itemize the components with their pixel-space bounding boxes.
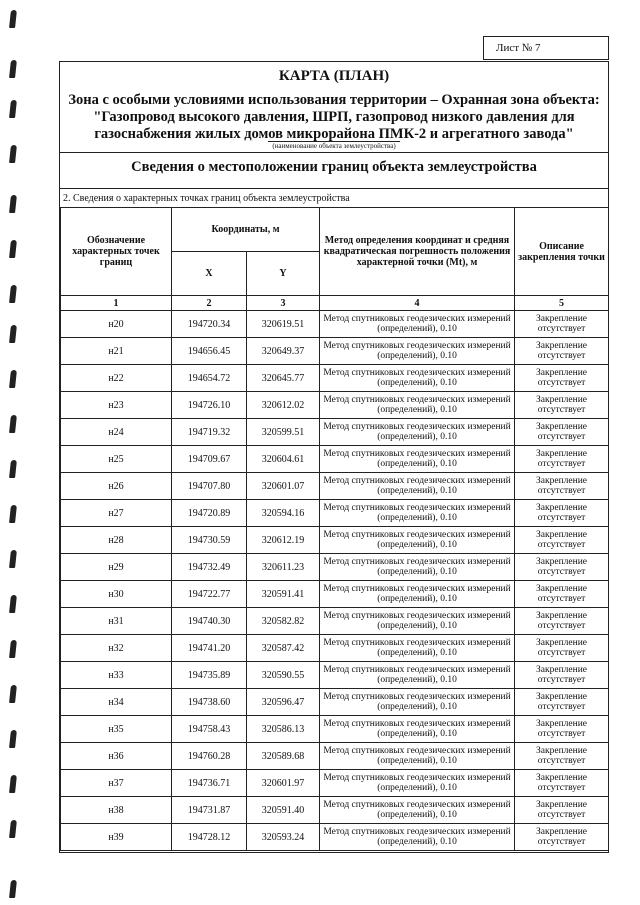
fix-cell: Закрепление отсутствует (515, 581, 609, 608)
table-row (61, 716, 609, 743)
table-row (61, 473, 609, 500)
point-cell: н39 (61, 824, 172, 851)
method-cell: Метод спутниковых геодезических измерений (определений), 0.10 (320, 608, 515, 635)
x-cell: 194709.67 (172, 446, 247, 473)
fix-cell: Закрепление отсутствует (515, 797, 609, 824)
object-caption-text: (наименование объекта землеустройства) (268, 141, 399, 150)
x-cell: 194654.72 (172, 365, 247, 392)
binding-hole (9, 595, 17, 613)
zone-description: Зона с особыми условиями использования территории – Охранная зона объекта: "Газопровод высокого давления, ШРП, газопровод низкого давления для газоснабжения жилых домов микрорайона ПМК-2 и агрегатного завода" (68, 92, 600, 142)
y-cell: 320587.42 (247, 635, 320, 662)
binding-hole (9, 550, 17, 568)
header-y: Y (247, 252, 320, 296)
binding-hole (9, 10, 17, 28)
y-cell: 320601.07 (247, 473, 320, 500)
x-cell: 194741.20 (172, 635, 247, 662)
column-number: 3 (247, 296, 320, 311)
point-cell: н28 (61, 527, 172, 554)
table-body (61, 311, 609, 851)
binding-hole (9, 285, 17, 303)
binding-hole (9, 880, 17, 898)
y-cell: 320649.37 (247, 338, 320, 365)
table-row (61, 824, 609, 851)
table-row (61, 311, 609, 338)
method-cell: Метод спутниковых геодезических измерений (определений), 0.10 (320, 392, 515, 419)
binding-hole (9, 370, 17, 388)
y-cell: 320619.51 (247, 311, 320, 338)
point-cell: н24 (61, 419, 172, 446)
table-row (61, 527, 609, 554)
method-cell: Метод спутниковых геодезических измерений (определений), 0.10 (320, 770, 515, 797)
x-cell: 194740.30 (172, 608, 247, 635)
y-cell: 320590.55 (247, 662, 320, 689)
point-cell: н34 (61, 689, 172, 716)
y-cell: 320604.61 (247, 446, 320, 473)
point-cell: н20 (61, 311, 172, 338)
fix-cell: Закрепление отсутствует (515, 446, 609, 473)
point-cell: н33 (61, 662, 172, 689)
fix-cell: Закрепление отсутствует (515, 608, 609, 635)
method-cell: Метод спутниковых геодезических измерений (определений), 0.10 (320, 419, 515, 446)
fix-cell: Закрепление отсутствует (515, 392, 609, 419)
table-row (61, 581, 609, 608)
point-cell: н23 (61, 392, 172, 419)
x-cell: 194738.60 (172, 689, 247, 716)
x-cell: 194722.77 (172, 581, 247, 608)
method-cell: Метод спутниковых геодезических измерений (определений), 0.10 (320, 473, 515, 500)
method-cell: Метод спутниковых геодезических измерений (определений), 0.10 (320, 311, 515, 338)
binding-hole (9, 685, 17, 703)
method-cell: Метод спутниковых геодезических измерений (определений), 0.10 (320, 581, 515, 608)
binding-hole (9, 505, 17, 523)
table-row (61, 608, 609, 635)
binding-hole (9, 775, 17, 793)
x-cell: 194719.32 (172, 419, 247, 446)
y-cell: 320591.41 (247, 581, 320, 608)
x-cell: 194728.12 (172, 824, 247, 851)
point-cell: н31 (61, 608, 172, 635)
fix-cell: Закрепление отсутствует (515, 635, 609, 662)
y-cell: 320589.68 (247, 743, 320, 770)
x-cell: 194730.59 (172, 527, 247, 554)
column-number: 1 (61, 296, 172, 311)
x-cell: 194732.49 (172, 554, 247, 581)
x-cell: 194735.89 (172, 662, 247, 689)
x-cell: 194736.71 (172, 770, 247, 797)
fix-cell: Закрепление отсутствует (515, 419, 609, 446)
method-cell: Метод спутниковых геодезических измерений (определений), 0.10 (320, 527, 515, 554)
table-row (61, 635, 609, 662)
binding-hole (9, 145, 17, 163)
fix-cell: Закрепление отсутствует (515, 311, 609, 338)
x-cell: 194707.80 (172, 473, 247, 500)
x-cell: 194726.10 (172, 392, 247, 419)
table-row (61, 554, 609, 581)
divider (60, 152, 608, 153)
header-point: Обозначение характерных точек границ (61, 208, 172, 296)
y-cell: 320593.24 (247, 824, 320, 851)
point-cell: н35 (61, 716, 172, 743)
column-number: 2 (172, 296, 247, 311)
fix-cell: Закрепление отсутствует (515, 527, 609, 554)
binding-hole (9, 60, 17, 78)
method-cell: Метод спутниковых геодезических измерений (определений), 0.10 (320, 689, 515, 716)
table-row (61, 392, 609, 419)
fix-cell: Закрепление отсутствует (515, 365, 609, 392)
method-cell: Метод спутниковых геодезических измерений (определений), 0.10 (320, 338, 515, 365)
point-cell: н37 (61, 770, 172, 797)
column-number: 4 (320, 296, 515, 311)
method-cell: Метод спутниковых геодезических измерений (определений), 0.10 (320, 743, 515, 770)
header-coords: Координаты, м (172, 208, 320, 252)
point-cell: н21 (61, 338, 172, 365)
binding-hole (9, 640, 17, 658)
point-cell: н36 (61, 743, 172, 770)
binding-holes (6, 0, 20, 905)
method-cell: Метод спутниковых геодезических измерений (определений), 0.10 (320, 554, 515, 581)
y-cell: 320591.40 (247, 797, 320, 824)
method-cell: Метод спутниковых геодезических измерений (определений), 0.10 (320, 824, 515, 851)
table-row (61, 662, 609, 689)
binding-hole (9, 730, 17, 748)
fix-cell: Закрепление отсутствует (515, 716, 609, 743)
fix-cell: Закрепление отсутствует (515, 689, 609, 716)
table-row (61, 338, 609, 365)
binding-hole (9, 195, 17, 213)
subsection-title: 2. Сведения о характерных точках границ объекта землеустройства (63, 193, 350, 204)
table-row (61, 770, 609, 797)
fix-cell: Закрепление отсутствует (515, 743, 609, 770)
table-row (61, 419, 609, 446)
method-cell: Метод спутниковых геодезических измерений (определений), 0.10 (320, 365, 515, 392)
x-cell: 194731.87 (172, 797, 247, 824)
object-caption (60, 142, 608, 150)
method-cell: Метод спутниковых геодезических измерений (определений), 0.10 (320, 500, 515, 527)
divider (60, 188, 608, 189)
fix-cell: Закрепление отсутствует (515, 473, 609, 500)
y-cell: 320594.16 (247, 500, 320, 527)
y-cell: 320612.02 (247, 392, 320, 419)
y-cell: 320596.47 (247, 689, 320, 716)
header-x: X (172, 252, 247, 296)
fix-cell: Закрепление отсутствует (515, 770, 609, 797)
fix-cell: Закрепление отсутствует (515, 338, 609, 365)
point-cell: н30 (61, 581, 172, 608)
table-row (61, 797, 609, 824)
fix-cell: Закрепление отсутствует (515, 554, 609, 581)
method-cell: Метод спутниковых геодезических измерений (определений), 0.10 (320, 797, 515, 824)
y-cell: 320611.23 (247, 554, 320, 581)
document-title: КАРТА (ПЛАН) (278, 68, 390, 84)
section-title: Сведения о местоположении границ объекта землеустройства (131, 159, 537, 175)
coordinates-table (60, 207, 609, 851)
y-cell: 320645.77 (247, 365, 320, 392)
fix-cell: Закрепление отсутствует (515, 662, 609, 689)
binding-hole (9, 240, 17, 258)
x-cell: 194656.45 (172, 338, 247, 365)
x-cell: 194760.28 (172, 743, 247, 770)
method-cell: Метод спутниковых геодезических измерений (определений), 0.10 (320, 662, 515, 689)
x-cell: 194720.89 (172, 500, 247, 527)
binding-hole (9, 460, 17, 478)
method-cell: Метод спутниковых геодезических измерений (определений), 0.10 (320, 635, 515, 662)
point-cell: н32 (61, 635, 172, 662)
x-cell: 194758.43 (172, 716, 247, 743)
point-cell: н26 (61, 473, 172, 500)
binding-hole (9, 415, 17, 433)
sheet-number: Лист № 7 (483, 36, 609, 60)
y-cell: 320582.82 (247, 608, 320, 635)
table-row (61, 500, 609, 527)
binding-hole (9, 100, 17, 118)
x-cell: 194720.34 (172, 311, 247, 338)
table-row (61, 365, 609, 392)
method-cell: Метод спутниковых геодезических измерений (определений), 0.10 (320, 446, 515, 473)
fix-cell: Закрепление отсутствует (515, 500, 609, 527)
y-cell: 320601.97 (247, 770, 320, 797)
fix-cell: Закрепление отсутствует (515, 824, 609, 851)
column-number: 5 (515, 296, 609, 311)
point-cell: н38 (61, 797, 172, 824)
header-method: Метод определения координат и средняя квадратическая погрешность положения характерной точки (Mt), м (320, 208, 515, 296)
point-cell: н25 (61, 446, 172, 473)
table-row (61, 689, 609, 716)
method-cell: Метод спутниковых геодезических измерений (определений), 0.10 (320, 716, 515, 743)
document-frame (59, 61, 609, 853)
table-row (61, 743, 609, 770)
table-row (61, 446, 609, 473)
point-cell: н22 (61, 365, 172, 392)
point-cell: н29 (61, 554, 172, 581)
y-cell: 320599.51 (247, 419, 320, 446)
y-cell: 320612.19 (247, 527, 320, 554)
header-fix: Описание закрепления точки (515, 208, 609, 296)
binding-hole (9, 820, 17, 838)
y-cell: 320586.13 (247, 716, 320, 743)
point-cell: н27 (61, 500, 172, 527)
binding-hole (9, 325, 17, 343)
